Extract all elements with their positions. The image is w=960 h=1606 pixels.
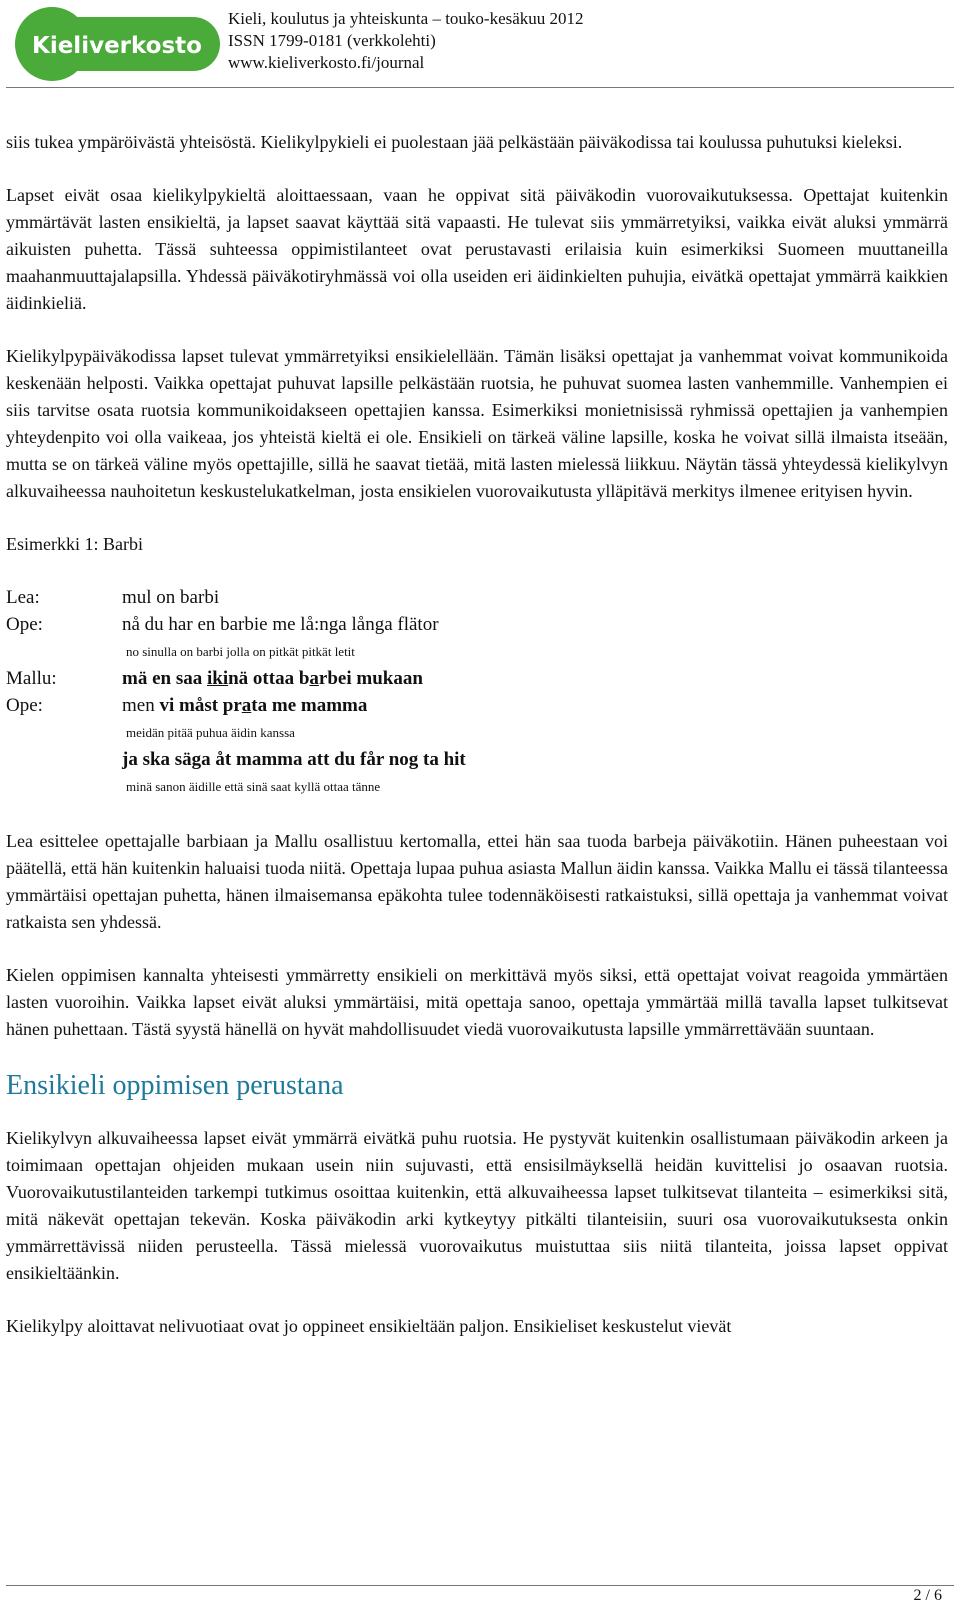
speaker-label: Ope:: [6, 695, 43, 716]
transcript-line: [6, 692, 948, 719]
page-header: [0, 0, 960, 88]
journal-issn: ISSN 1799-0181 (verkkolehti): [228, 31, 436, 50]
transcript-line: [6, 584, 948, 611]
stressed-syllable: iki: [206, 668, 229, 689]
utterance: [122, 665, 423, 692]
translation-gloss: meidän pitää puhua äidin kanssa: [126, 725, 295, 740]
logo-text: Kieliverkosto: [32, 33, 202, 59]
utterance: ja ska säga åt mamma att du får nog ta hit: [122, 749, 466, 770]
utterance-part: men: [122, 695, 160, 716]
transcript-line: [6, 746, 948, 773]
section-heading: Ensikieli oppimisen perustana: [6, 1070, 344, 1101]
example-title: Esimerkki 1: Barbi: [6, 534, 143, 554]
journal-url[interactable]: www.kieliverkosto.fi/journal: [228, 53, 425, 72]
paragraph: Lapset eivät osaa kielikylpykieltä aloittaessaan, vaan he oppivat sitä päiväkodin vuorovaikutuksessa. Opettajat kuitenkin ymmärtävät lasten ensikieltä, ja lapset saavat käyttää sitä vapaasti. He tulevat siis ymmärretyiksi, vaikka eivät aluksi ymmärrä aikuisten puhetta. Tässä suhteessa oppimistilanteet ovat perustavasti erilaisia kuin esimerkiksi Suomeen muuttaneilla maahanmuuttajalapsilla. Yhdessä päiväkotiryhmässä voi olla useiden eri äidinkielten puhujia, eivätkä opettajat ymmärrä kaikkien äidinkieliä.: [6, 185, 948, 313]
paragraph: Lea esittelee opettajalle barbiaan ja Mallu osallistuu kertomalla, ettei hän saa tuoda barbeja päiväkotiin. Hänen puheestaan voi päätellä, että hän kuitenkin haluaisi tuoda niitä. Opettaja lupaa puhua asiasta Mallun äidin kanssa. Vaikka Mallu ei tässä tilanteessa ymmärtäisi opettajan puhetta, hänen ilmaisemansa epäkohta tulee todennäköisesti ratkaistuksi, sillä opettaja ja vanhemmat voivat ratkaista sen yhdessä.: [6, 831, 948, 932]
header-divider: [6, 87, 954, 88]
translation-gloss: minä sanon äidille että sinä saat kyllä ottaa tänne: [126, 779, 381, 794]
utterance: nå du har en barbie me lå:nga långa flätor: [122, 614, 439, 635]
transcript-line: [6, 665, 948, 692]
utterance: [122, 692, 367, 719]
speaker-label: Lea:: [6, 587, 40, 608]
speaker-label: Ope:: [6, 614, 43, 635]
journal-info: [228, 8, 584, 74]
article-body: [6, 129, 948, 1366]
paragraph: Kielikylvyn alkuvaiheessa lapset eivät ymmärrä eivätkä puhu ruotsia. He pystyvät kuitenkin osallistumaan päiväkodin arkeen ja toimimaan opettajan ohjeiden mukaan usein niin sujuvasti, että ensisilmäyksellä heidän kuvittelisi jo osaavan ruotsia. Vuorovaikutustilanteiden tarkempi tutkimus osoittaa kuitenkin, että alkuvaiheessa lapset tulkitsevat tilanteita – esimerkiksi sitä, mitä näkevät opettajan tekevän. Koska päiväkodin arki kytkeytyy pitkälti tilanteisiin, suuri osa vuorovaikutuksesta onkin ymmärrettävissä niiden perusteella. Tässä mielessä vuorovaikutus muistuttaa siis niitä tilanteita, joissa lapset oppivat ensikieltäänkin.: [6, 1128, 948, 1283]
translation-gloss: no sinulla on barbi jolla on pitkät pitkät letit: [126, 644, 355, 659]
utterance-part: mä en saa: [122, 668, 207, 689]
utterance-part: nä ottaa b: [228, 668, 310, 689]
utterance-part: vi måst pr: [159, 695, 242, 716]
utterance-part: rbei mukaan: [318, 668, 423, 689]
stressed-syllable: a: [241, 695, 252, 716]
transcript-example: [6, 584, 948, 800]
logo-graphic: [15, 7, 220, 81]
journal-title: Kieli, koulutus ja yhteiskunta – touko-kesäkuu 2012: [228, 9, 584, 28]
paragraph: Kielen oppimisen kannalta yhteisesti ymmärretty ensikieli on merkittävä myös siksi, että opettajat voivat reagoida ymmärtäen lasten vuoroihin. Vaikka lapset eivät aluksi ymmärtäisi, mitä opettaja sanoo, opettaja ymmärtää millä tavalla lapset tulkitsevat hänen puhettaan. Tästä syystä hänellä on hyvät mahdollisuudet viedä vuorovaikutusta lapsille ymmärrettävään suuntaan.: [6, 965, 948, 1039]
paragraph: siis tukea ympäröivästä yhteisöstä. Kielikylpykieli ei puolestaan jää pelkästään päiväkodissa tai koulussa puhutuksi kieleksi.: [6, 132, 903, 152]
utterance: mul on barbi: [122, 587, 220, 608]
paragraph: Kielikylpypäiväkodissa lapset tulevat ymmärretyiksi ensikielellään. Tämän lisäksi opettajat ja vanhemmat voivat kommunikoida keskenään helposti. Vaikka opettajat puhuvat lapsille pelkästään ruotsia, he puhuvat suomea lasten vanhemmille. Vanhempien ei siis tarvitse osata ruotsia kommunikoidakseen opettajien kanssa. Esimerkiksi monietnisissä ryhmissä opettajien ja vanhempien yhteydenpito voi olla vaikeaa, jos yhteistä kieltä ei ole. Ensikieli on tärkeä väline lapsille, koska he voivat sillä ilmaista itseään, mutta se on tärkeä väline myös opettajille, sillä he saavat tietää, mitä lasten mielessä liikkuu. Näytän tässä yhteydessä kielikylvyn alkuvaiheessa nauhoitetun keskustelukatkelman, josta ensikielen vuorovaikutusta ylläpitävä merkitys ilmenee erityisen hyvin.: [6, 346, 948, 501]
footer-divider: [6, 1585, 954, 1586]
page-number: 2 / 6: [913, 1587, 942, 1604]
utterance-part: ta me mamma: [251, 695, 368, 716]
transcript-line: [6, 611, 948, 638]
paragraph: Kielikylpy aloittavat nelivuotiaat ovat jo oppineet ensikieltään paljon. Ensikieliset keskustelut vievät: [6, 1316, 732, 1336]
speaker-label: Mallu:: [6, 668, 57, 689]
kieliverkosto-logo[interactable]: [15, 7, 220, 81]
stressed-syllable: a: [309, 668, 319, 689]
